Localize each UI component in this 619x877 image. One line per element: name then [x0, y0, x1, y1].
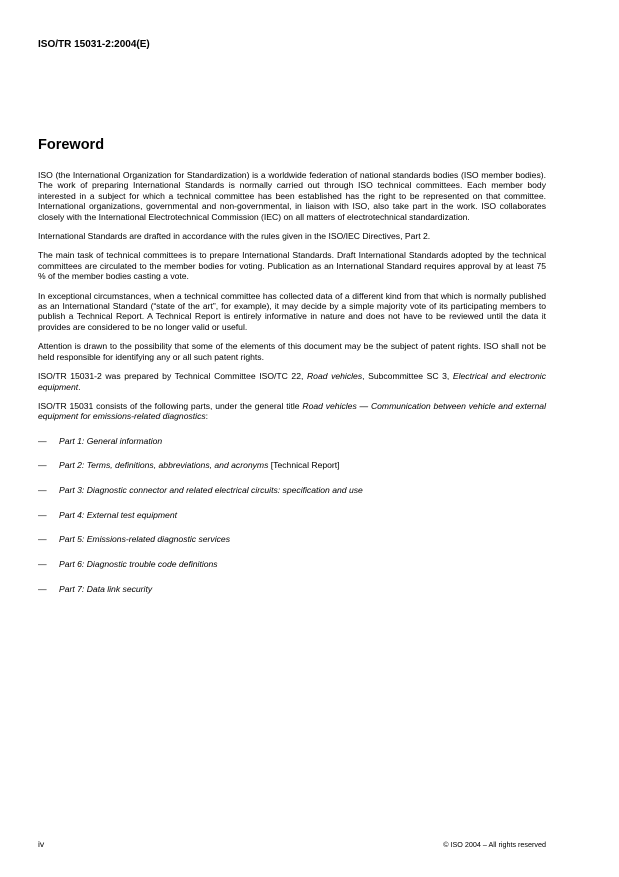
part-title: Part 6: Diagnostic trouble code definitions [59, 559, 218, 570]
list-dash: — [38, 583, 47, 594]
paragraph-4: In exceptional circumstances, when a technical committee has collected data of a different kind from that which is normally published as an International Standard (“state of the art”, for example), it may decide by a simple majority vote of its participating members to publish a Technical Report. A Technical Report is entirely informative in nature and does not have to be reviewed until the data it provides are considered to be no longer valid or useful. [38, 290, 546, 332]
copyright-notice: © ISO 2004 – All rights reserved [443, 840, 546, 849]
document-id: ISO/TR 15031-2:2004(E) [38, 39, 150, 50]
foreword-body [38, 170, 546, 609]
part-title: Part 4: External test equipment [59, 509, 177, 520]
list-item [38, 534, 546, 559]
p7-general-title: Road vehicles — Communication between vehicle and external equipment for emissions-related diagnostics [38, 400, 546, 422]
list-dash: — [38, 534, 47, 545]
page-title: Foreword [38, 137, 105, 153]
part-title: Part 3: Diagnostic connector and related electrical circuits: specification and use [59, 485, 363, 496]
page-number: iv [38, 839, 45, 849]
p7-text-c: : [205, 411, 209, 422]
part-title: Part 5: Emissions-related diagnostic services [59, 534, 230, 545]
list-item [38, 436, 546, 461]
list-dash: — [38, 509, 47, 520]
part-title: Part 2: Terms, definitions, abbreviations, and acronyms [59, 460, 269, 471]
p6-text-e: . [78, 381, 81, 392]
list-dash: — [38, 559, 47, 570]
list-dash: — [38, 485, 47, 496]
paragraph-2: International Standards are drafted in accordance with the rules given in the ISO/IEC Directives, Part 2. [38, 231, 431, 242]
p6-text-a: ISO/TR 15031-2 was prepared by Technical Committee ISO/TC 22, [38, 371, 307, 382]
p6-road-vehicles: Road vehicles [306, 371, 363, 382]
list-dash: — [38, 460, 47, 471]
parts-list [38, 436, 546, 609]
list-item [38, 460, 546, 485]
list-item [38, 559, 546, 584]
list-item [38, 485, 546, 510]
paragraph-3: The main task of technical committees is to prepare International Standards. Draft International Standards adopted by the technical committees are circulated to the member bodies for voting. Publication as an International Standard requires approval by at least 75 % of the member bodies casting a vote. [38, 250, 546, 282]
p6-text-c: , Subcommittee SC 3, [362, 371, 453, 382]
paragraph-6 [38, 371, 546, 392]
p6-subcommittee-title: Electrical and electronic equipment [38, 371, 546, 392]
part-title: Part 7: Data link security [59, 583, 153, 594]
list-dash: — [38, 435, 47, 446]
list-item [38, 584, 546, 609]
part-suffix: [Technical Report] [268, 460, 340, 471]
paragraph-5: Attention is drawn to the possibility that some of the elements of this document may be the subject of patent rights. ISO shall not be held responsible for identifying any or all such patent rights. [38, 341, 546, 362]
paragraph-7 [38, 401, 546, 422]
list-item [38, 510, 546, 535]
p7-text-a: ISO/TR 15031 consists of the following parts, under the general title [38, 400, 303, 411]
part-title: Part 1: General information [59, 435, 163, 446]
paragraph-1: ISO (the International Organization for Standardization) is a worldwide federation of national standards bodies (ISO member bodies). The work of preparing International Standards is normally carried out through ISO technical committees. Each member body interested in a subject for which a technical committee has been established has the right to be represented on that committee. International organizations, governmental and non-governmental, in liaison with ISO, also take part in the work. ISO collaborates closely with the International Electrotechnical Commission (IEC) on all matters of electrotechnical standardization. [38, 170, 546, 222]
